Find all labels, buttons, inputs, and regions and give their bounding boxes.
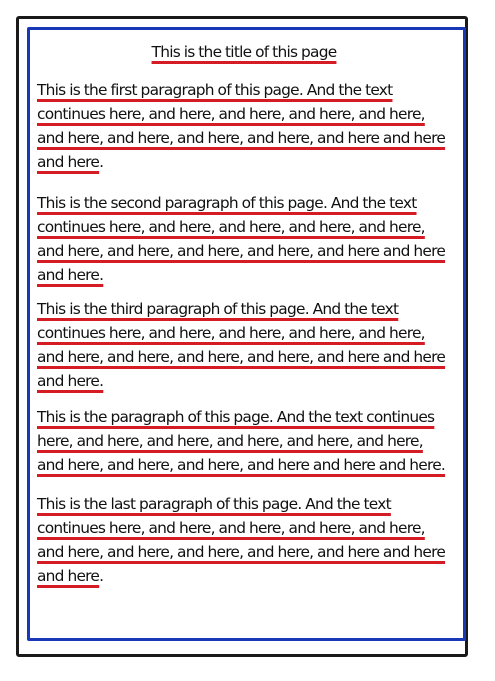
paragraph-5-end: . (99, 567, 104, 585)
paragraph-3 (37, 297, 451, 393)
page-content (37, 40, 451, 588)
paragraph-2-text: This is the second paragraph of this page. And the text continues here, and here, and here, and here, and here, and here, and here, and here, and here, and here and here and here. (37, 194, 446, 284)
paragraph-5 (37, 492, 451, 588)
paragraph-4 (37, 405, 451, 477)
paragraph-2 (37, 191, 451, 287)
paragraph-4-text: This is the paragraph of this page. And the text continues here, and here, and here, and here, and here, and here, and here, and here, and here, and here and here and here. (37, 408, 446, 474)
paragraph-3-text: This is the third paragraph of this page. And the text continues here, and here, and here, and here, and here, and here, and here, and here, and here, and here and here and here. (37, 300, 446, 390)
paragraph-1-end: . (99, 153, 104, 171)
paragraph-5-text: This is the last paragraph of this page. And the text continues here, and here, and here, and here, and here, and here, and here, and here, and here, and here and here and here (37, 495, 446, 585)
page-title (37, 40, 451, 64)
paragraph-1-text: This is the first paragraph of this page. And the text continues here, and here, and here, and here, and here, and here, and here, and here, and here, and here and here and here (37, 81, 446, 171)
paragraph-1 (37, 78, 451, 174)
page-title-text: This is the title of this page (151, 43, 337, 61)
